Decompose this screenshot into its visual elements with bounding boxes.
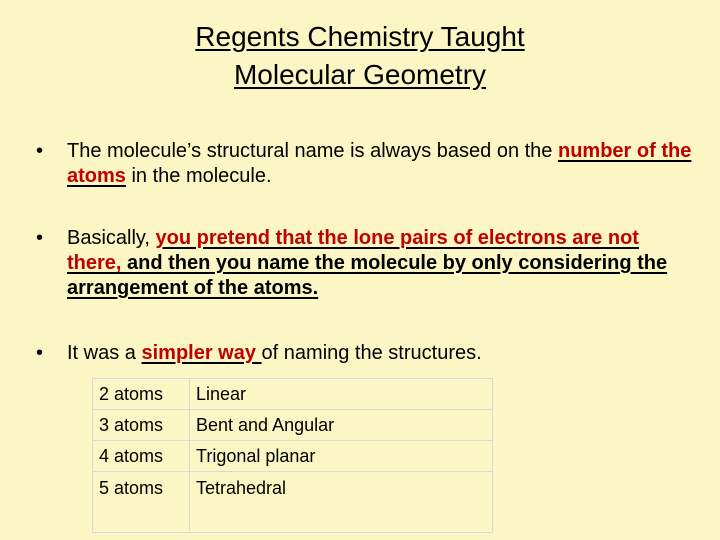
bullet-dot-icon: • xyxy=(36,140,44,162)
bullet-dot-icon: • xyxy=(36,227,44,249)
atoms-cell: 3 atoms xyxy=(93,410,190,441)
highlighted-phrase: number of the atoms xyxy=(67,140,692,187)
table-row xyxy=(93,441,493,472)
bullet-text xyxy=(67,139,696,189)
atoms-cell: 5 atoms xyxy=(93,472,190,533)
slide-title xyxy=(0,18,720,94)
bullet-text xyxy=(67,341,696,366)
shape-cell: Bent and Angular xyxy=(190,410,493,441)
atoms-cell: 2 atoms xyxy=(93,379,190,410)
shape-cell: Linear xyxy=(190,379,493,410)
bullet-text-part: in the molecule. xyxy=(125,165,272,187)
table-row xyxy=(93,410,493,441)
bullet-text-part: of naming the structures. xyxy=(261,342,482,364)
geometry-table xyxy=(92,378,493,533)
title-line-1: Regents Chemistry Taught xyxy=(195,21,525,52)
bullet-dot-icon: • xyxy=(36,342,44,364)
bullet-text xyxy=(67,226,696,301)
bullet-item-2 xyxy=(36,226,696,301)
table-row xyxy=(93,472,493,533)
shape-cell: Tetrahedral xyxy=(190,472,493,533)
table-row xyxy=(93,379,493,410)
bullet-text-part: Basically, xyxy=(67,227,156,249)
highlighted-phrase: you pretend that the lone pairs of electrons are not there, xyxy=(67,227,639,274)
emphasized-phrase: and then you name the molecule by only considering the arrangement of the atoms. xyxy=(67,252,668,299)
highlighted-phrase: simpler way xyxy=(141,342,262,364)
shape-cell: Trigonal planar xyxy=(190,441,493,472)
atoms-cell: 4 atoms xyxy=(93,441,190,472)
title-line-2: Molecular Geometry xyxy=(233,59,487,90)
bullet-text-part: The molecule’s structural name is always based on the xyxy=(67,140,558,162)
bullet-text-part: It was a xyxy=(67,342,142,364)
bullet-item-3 xyxy=(36,341,696,366)
bullet-item-1 xyxy=(36,139,696,189)
